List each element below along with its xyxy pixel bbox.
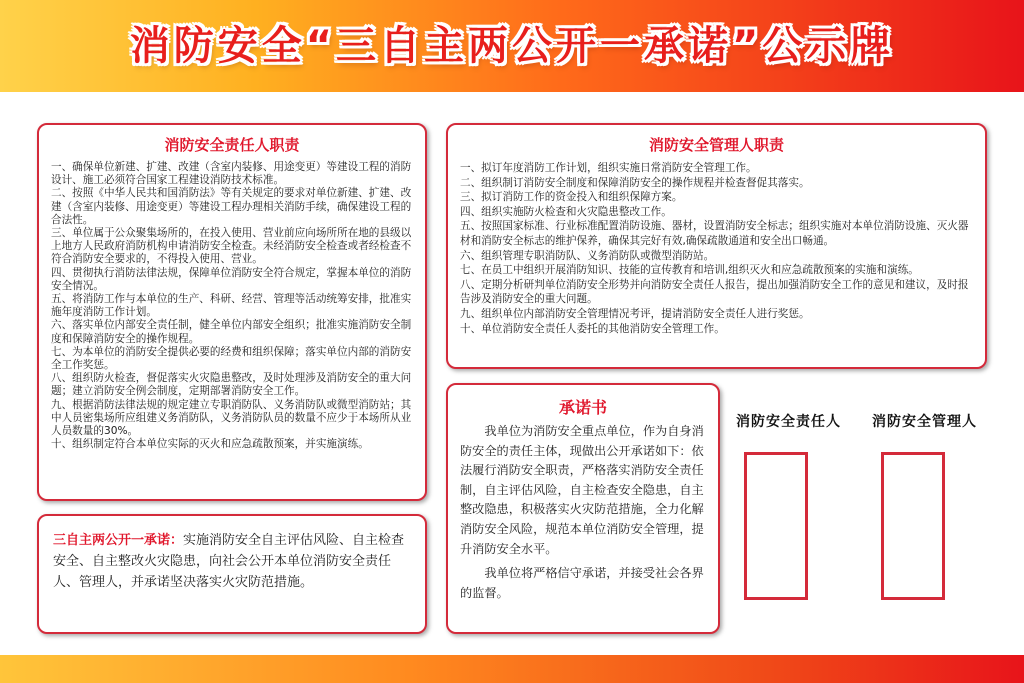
duty-item: 三、拟订消防工作的资金投入和组织保障方案。 [460, 191, 683, 204]
page-title: 消防安全“三自主两公开一承诺”公示牌 [129, 23, 895, 69]
pledge-letter-panel [446, 383, 720, 634]
duty-item: 四、贯彻执行消防法律法规，保障单位消防安全符合规定，掌握本单位的消防安全情况。 [51, 266, 412, 292]
manager-photo-label: 消防安全管理人 [872, 414, 977, 430]
responsible-person-photo-label: 消防安全责任人 [736, 414, 841, 430]
manager-duties-heading: 消防安全管理人职责 [648, 136, 784, 154]
duty-item: 十、组织制定符合本单位实际的灭火和应急疏散预案，并实施演练。 [51, 438, 369, 451]
duty-item: 一、拟订年度消防工作计划，组织实施日常消防安全管理工作。 [460, 162, 757, 174]
duty-item: 五、将消防工作与本单位的生产、科研、经营、管理等活动统筹安排，批准实施年度消防工作计划。 [51, 293, 412, 319]
duty-item: 九、根据消防法律法规的规定建立专职消防队、义务消防队或微型消防站；其中人员密集场所应组建义务消防队，义务消防队员的数量不应少于本场所从业人员数量的30%。 [51, 398, 412, 438]
manager-photo-frame [881, 452, 945, 600]
pledge-summary-text [53, 530, 411, 593]
duty-item: 一、确保单位新建、扩建、改建（含室内装修、用途变更）等建设工程的消防设计、施工必须符合国家工程建设消防技术标准。 [51, 161, 412, 187]
pledge-letter-heading: 承诺书 [558, 398, 607, 417]
duty-item: 五、按照国家标准、行业标准配置消防设施、器材，设置消防安全标志；组织实施对本单位消防设施、灭火器材和消防安全标志的维护保养，确保其完好有效,确保疏散通道和安全出口畅通。 [460, 220, 969, 247]
responsible-person-duties-heading: 消防安全责任人职责 [164, 136, 300, 154]
footer-banner [0, 655, 1024, 683]
duty-item: 四、组织实施防火检查和火灾隐患整改工作。 [460, 205, 672, 218]
pledge-summary-lead: 三自主两公开一承诺： [53, 533, 184, 548]
duty-item: 六、落实单位内部安全责任制，健全单位内部安全组织；批准实施消防安全制度和保障消防安全的操作规程。 [51, 319, 412, 345]
pledge-letter-paragraph: 我单位为消防安全重点单位，作为自身消防安全的责任主体，现做出公开承诺如下：依法履行消防安全职责，严格落实消防安全责任制，自主评估风险，自主检查安全隐患，自主整改隐患，积极落实火灾防范措施，全力化解消防安全风险，规范本单位消防安全管理，提升消防安全水平。 [460, 424, 704, 556]
pledge-summary-body: 实施消防安全自主评估风险、自主检查安全、自主整改火灾隐患，向社会公开本单位消防安全责任人、管理人，并承诺坚决落实火灾防范措施。 [53, 533, 405, 590]
duty-item: 六、组织管理专职消防队、义务消防队或微型消防站。 [460, 249, 715, 262]
duty-item: 十、单位消防安全责任人委托的其他消防安全管理工作。 [460, 322, 725, 335]
responsible-person-photo-frame [744, 452, 808, 600]
responsible-person-duties-panel [37, 123, 427, 501]
duty-item: 二、组织制订消防安全制度和保障消防安全的操作规程并检查督促其落实。 [460, 176, 810, 189]
manager-duties-panel [446, 123, 987, 369]
duty-item: 九、组织单位内部消防安全管理情况考评，提请消防安全责任人进行奖惩。 [460, 307, 810, 320]
duty-item: 二、按照《中华人民共和国消防法》等有关规定的要求对单位新建、扩建、改建（含室内装修、用途变更）等建设工程办理相关消防手续，确保建设工程的合法性。 [51, 187, 412, 226]
duty-item: 八、定期分析研判单位消防安全形势并向消防安全责任人报告，提出加强消防安全工作的意见和建议，及时报告涉及消防安全的重大问题。 [460, 278, 969, 306]
pledge-summary-panel [37, 514, 427, 634]
duty-item: 八、组织防火检查，督促落实火灾隐患整改，及时处理涉及消防安全的重大问题；建立消防安全例会制度，定期部署消防安全工作。 [51, 372, 412, 398]
duty-item: 三、单位属于公众聚集场所的，在投入使用、营业前应向场所所在地的县级以上地方人民政府消防机构申请消防安全检查。未经消防安全检查或者经检查不符合消防安全要求的，不得投入使用、营业。 [51, 227, 412, 266]
pledge-letter-paragraph: 我单位将严格信守承诺，并接受社会各界的监督。 [460, 566, 704, 600]
duty-item: 七、在员工中组织开展消防知识、技能的宣传教育和培训,组织灭火和应急疏散预案的实施和演练。 [460, 264, 919, 277]
duty-item: 七、为本单位的消防安全提供必要的经费和组织保障；落实单位内部的消防安全工作奖惩。 [51, 345, 412, 372]
